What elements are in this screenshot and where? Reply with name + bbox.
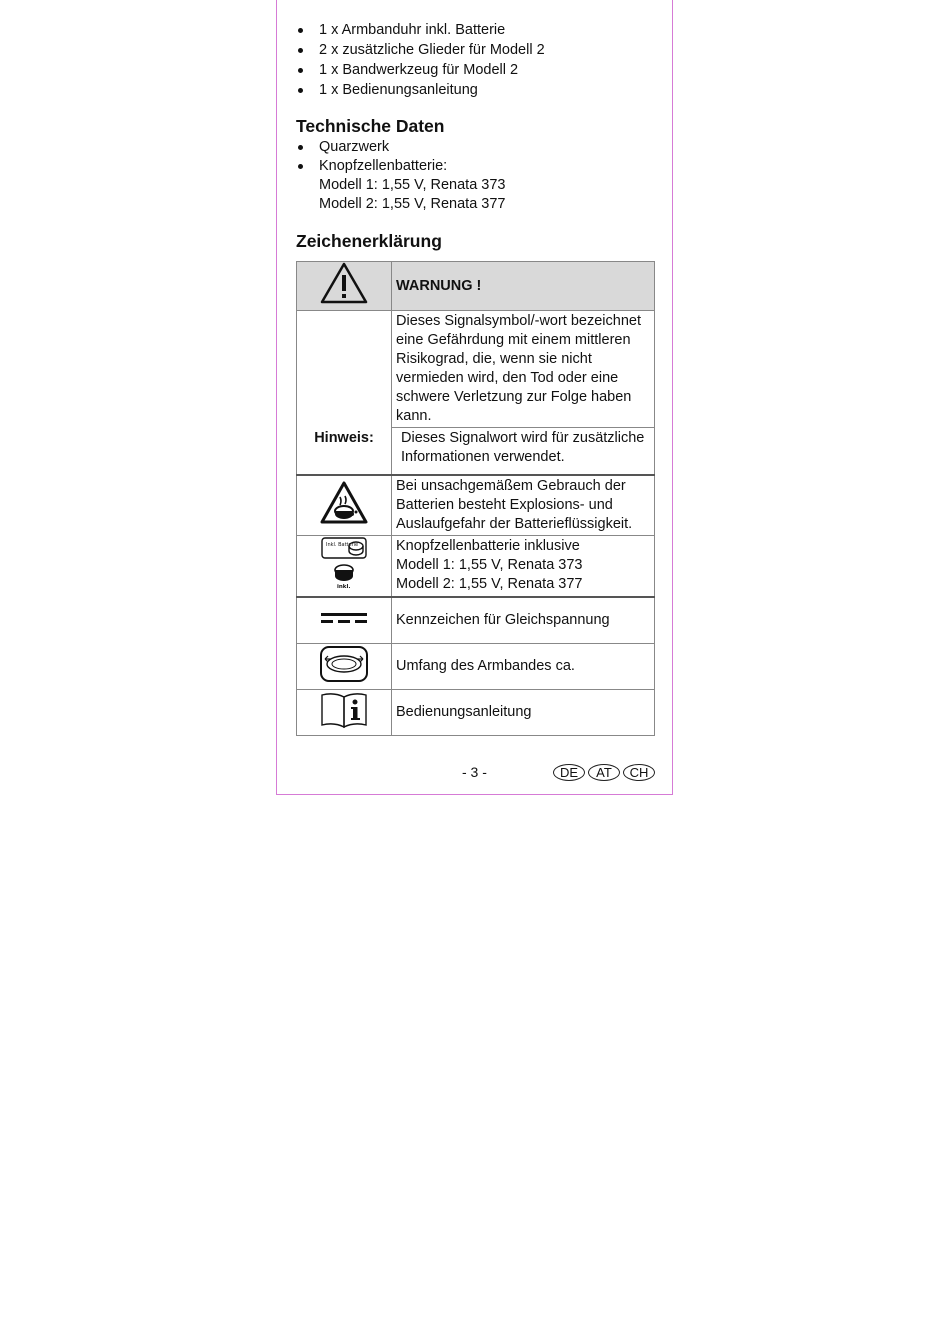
table-row [297,475,655,536]
hint-label: Hinweis: [297,428,392,476]
battery-icon-label-bottom: inkl. [337,584,351,590]
country-badge-at: AT [588,764,620,781]
warning-icon-cell [297,262,392,311]
table-row [297,536,655,598]
package-contents-list [295,20,655,100]
list-item [295,157,655,214]
tech-item-battery-model2: Modell 2: 1,55 V, Renata 377 [319,196,506,212]
technical-data-list [295,138,655,214]
tech-item-quartz: Quarzwerk [319,139,390,155]
band-text: Umfang des Armbandes ca. [392,644,655,690]
list-item: 1 x Bedienungsanleitung [295,80,655,100]
battery-hazard-text: Bei unsachgemäßem Gebrauch der Batterien besteht Explosions- und Auslaufgefahr der Batterieflüssigkeit. [392,475,655,536]
battery-included-icon-cell [297,536,392,598]
list-item [295,138,655,157]
band-icon-cell [297,644,392,690]
table-row [297,644,655,690]
table-row [297,597,655,644]
tech-item-battery-model1: Modell 1: 1,55 V, Renata 373 [319,177,506,193]
battery-hazard-icon-cell [297,475,392,536]
battery-explosion-warning-icon [320,481,368,525]
list-item: 1 x Armbanduhr inkl. Batterie [295,20,655,40]
table-row [297,262,655,311]
country-codes [553,764,655,781]
dc-text: Kennzeichen für Gleichspannung [392,597,655,644]
list-item: 1 x Bandwerkzeug für Modell 2 [295,60,655,80]
warning-title: WARNUNG ! [392,262,655,311]
wristband-circumference-icon [319,645,369,683]
battery-included-line1: Knopfzellenbatterie inklusive [396,538,580,554]
country-badge-ch: CH [623,764,655,781]
list-item: 2 x zusätzliche Glieder für Modell 2 [295,40,655,60]
hint-text: Dieses Signalwort wird für zusätzliche Informationen verwendet. [392,428,655,476]
technical-data-heading: Technische Daten [296,116,445,136]
manual-icon-cell [297,690,392,736]
table-row [297,428,655,476]
battery-included-line3: Modell 2: 1,55 V, Renata 377 [396,576,583,592]
legend-heading: Zeichenerklärung [296,231,442,251]
warning-text: Dieses Signalsymbol/-wort bezeichnet eine Gefährdung mit einem mittleren Risikograd, die, wenn sie nicht vermieden wird, den Tod oder eine schwere Verletzung zur Folge haben kann. [392,311,655,428]
manual-page [276,0,673,795]
symbol-legend-table [296,261,655,736]
battery-included-icon [320,536,368,590]
read-manual-icon [320,691,368,729]
dc-icon-cell [297,597,392,644]
battery-included-text [392,536,655,598]
page-number: - 3 - [462,764,487,780]
warning-triangle-icon [320,262,368,304]
battery-icon-label-top: Inkl. Batterie [326,542,359,548]
table-row [297,311,655,428]
country-badge-de: DE [553,764,585,781]
table-row [297,690,655,736]
empty-cell [297,311,392,428]
manual-text: Bedienungsanleitung [392,690,655,736]
direct-current-icon [320,610,368,626]
tech-item-battery: Knopfzellenbatterie: [319,158,448,174]
battery-included-line2: Modell 1: 1,55 V, Renata 373 [396,557,583,573]
